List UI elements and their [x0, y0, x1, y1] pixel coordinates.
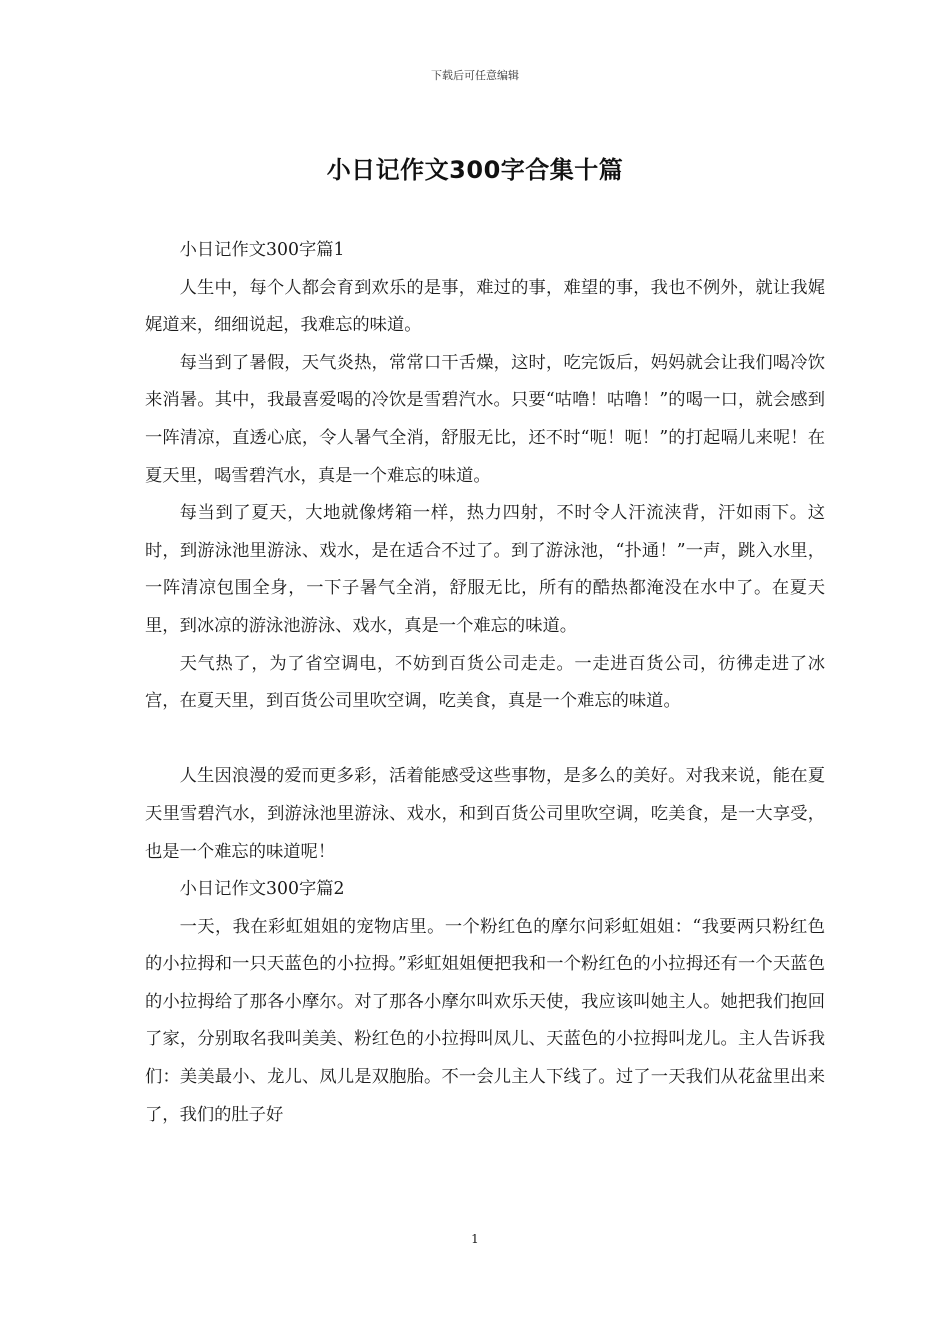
- paragraph: 每当到了夏天，大地就像烤箱一样，热力四射，不时令人汗流浃背，汗如雨下。这时，到游泳池里游泳、戏水，是在适合不过了。到了游泳池，“扑通！”一声，跳入水里，一阵清凉包围全身，一下子暑气全消，舒服无比，所有的酷热都淹没在水中了。在夏天里，到冰凉的游泳池游泳、戏水，真是一个难忘的味道。: [145, 503, 825, 636]
- paragraph: 一天，我在彩虹姐姐的宠物店里。一个粉红色的摩尔问彩虹姐姐：“我要两只粉红色的小拉拇和一只天蓝色的小拉拇。”彩虹姐姐便把我和一个粉红色的小拉拇还有一个天蓝色的小拉拇给了那各小摩尔。对了那各小摩尔叫欢乐天使，我应该叫她主人。她把我们抱回了家，分别取名我叫美美、粉红色的小拉拇叫凤儿、天蓝色的小拉拇叫龙儿。主人告诉我们：美美最小、龙儿、凤儿是双胞胎。不一会儿主人下线了。过了一天我们从花盆里出来了，我们的肚子好: [145, 916, 825, 1125]
- paragraph: 天气热了，为了省空调电，不妨到百货公司走走。一走进百货公司，彷彿走进了冰宫，在夏天里，到百货公司里吹空调，吃美食，真是一个难忘的味道。: [145, 653, 825, 712]
- paragraph: 人生中，每个人都会育到欢乐的是事，难过的事，难望的事，我也不例外，就让我娓娓道来，细细说起，我难忘的味道。: [145, 277, 825, 336]
- document-body: [145, 232, 825, 1134]
- section-heading-2: 小日记作文300字篇2: [179, 879, 345, 900]
- document-title: 小日记作文300字合集十篇: [326, 156, 624, 184]
- paragraph: 人生因浪漫的爱而更多彩，活着能感受这些事物，是多么的美好。对我来说，能在夏天里雪碧汽水，到游泳池里游泳、戏水，和到百货公司里吹空调，吃美食，是一大享受，也是一个难忘的味道呢！: [145, 766, 825, 862]
- header-note: 下载后可任意编辑: [431, 69, 519, 82]
- section-heading-1: 小日记作文300字篇1: [179, 240, 345, 260]
- page-number: 1: [471, 1232, 479, 1246]
- paragraph: 每当到了暑假，天气炎热，常常口干舌燥，这时，吃完饭后，妈妈就会让我们喝冷饮来消暑。其中，我最喜爱喝的冷饮是雪碧汽水。只要“咕噜！咕噜！”的喝一口，就会感到一阵清凉，直透心底，令人暑气全消，舒服无比，还不时“呃！呃！”的打起嗝儿来呢！在夏天里，喝雪碧汽水，真是一个难忘的味道。: [145, 352, 825, 486]
- blank-line: [145, 721, 825, 759]
